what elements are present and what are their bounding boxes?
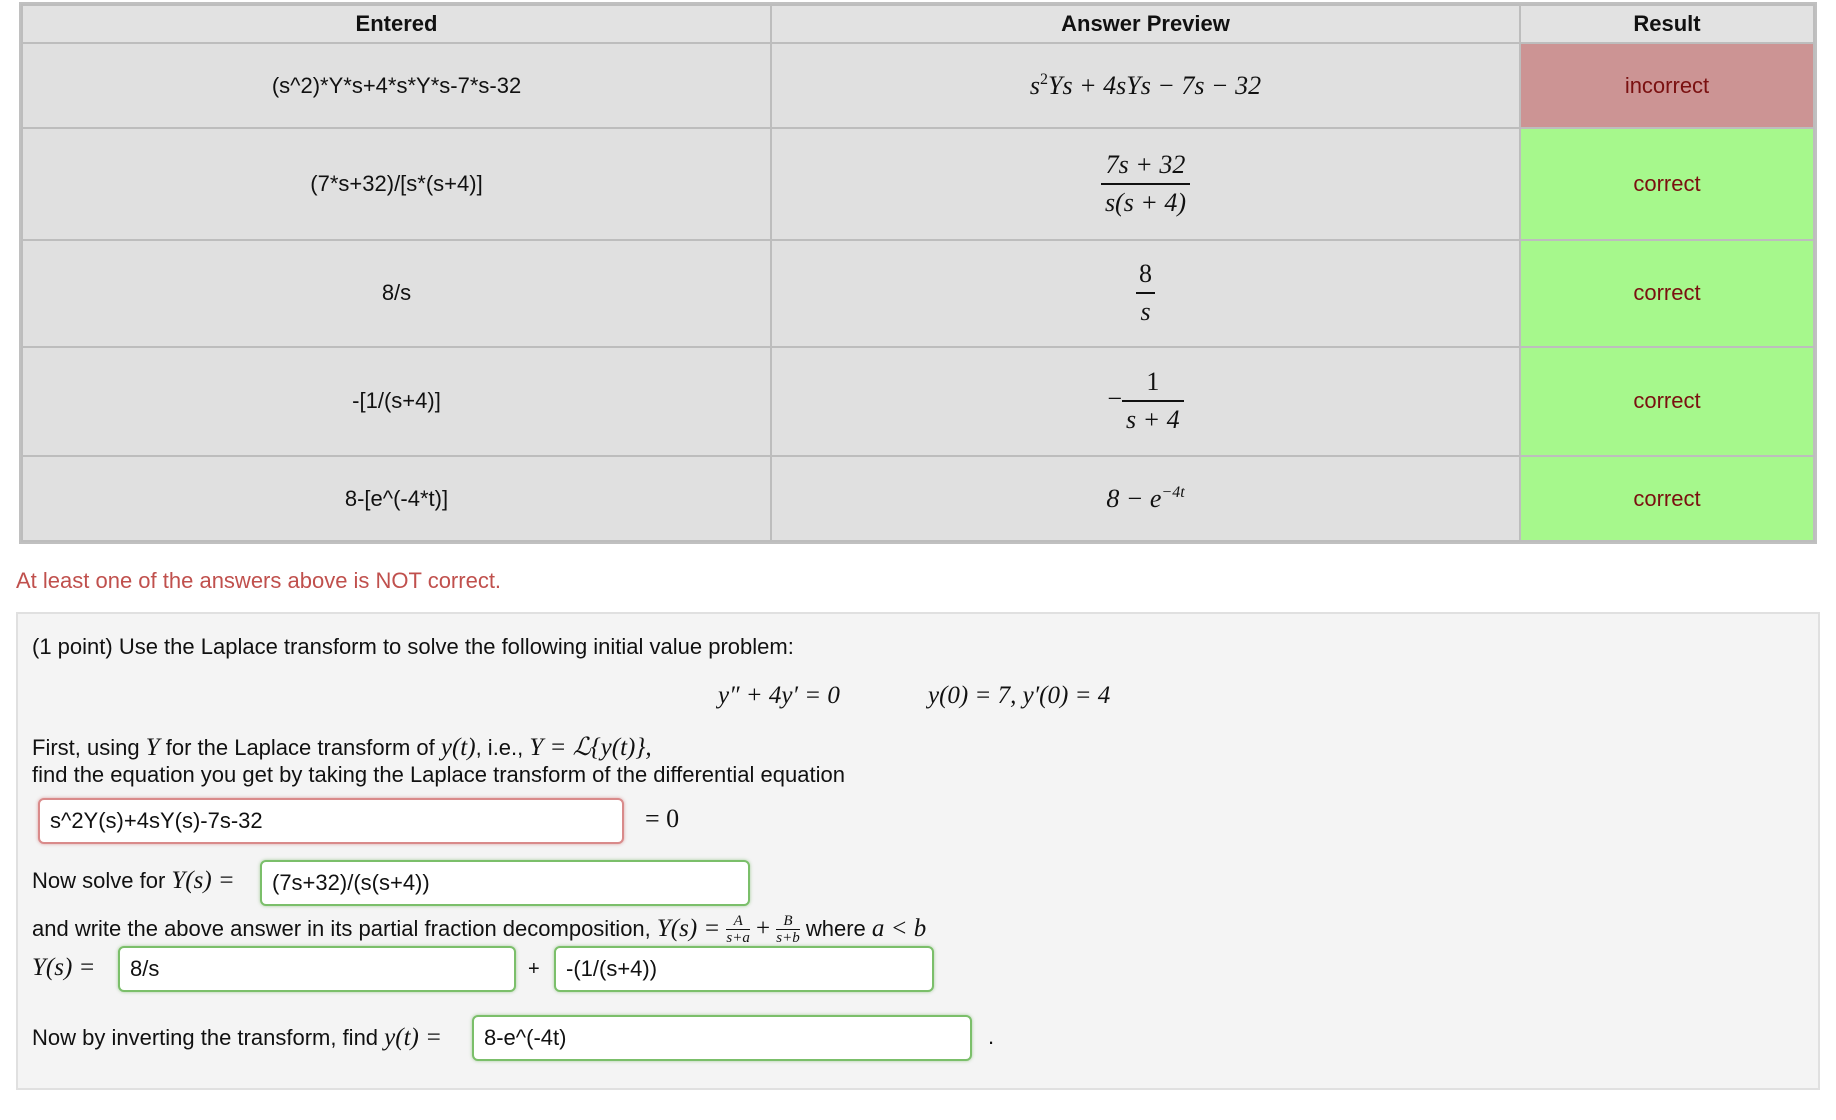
problem-intro: (1 point) Use the Laplace transform to solve the following initial value problem: [32,634,794,659]
first-instruction: First, using Y for the Laplace transform of y(t), i.e., Y = ℒ{y(t)}, [32,734,652,761]
preview-cell: $\frac{7s + 32}{s(s + 4)}$ [772,129,1519,238]
result-cell: correct [1521,457,1813,540]
partial-fraction-a-input[interactable] [118,946,516,992]
entered-cell: 8-[e^(-4*t)] [23,457,770,540]
result-cell: correct [1521,348,1813,455]
result-cell: incorrect [1521,44,1813,127]
result-cell: correct [1521,129,1813,238]
partial-fraction-instruction: and write the above answer in its partial fraction decomposition, Y(s) = $\frac{A}{s+a}$ + $\frac{B}{s+b}$ where a < b [32,913,927,946]
result-cell: correct [1521,241,1813,346]
invert-label: Now by inverting the transform, find y(t) = [32,1024,442,1051]
header-answer-preview: Answer Preview [772,6,1519,42]
table-row [23,129,1813,238]
table-row [23,241,1813,346]
solve-label: Now solve for Y(s) = [32,867,235,894]
entered-cell: (7*s+32)/[s*(s+4)] [23,129,770,238]
header-entered: Entered [23,6,770,42]
inverse-transform-input[interactable] [472,1015,972,1061]
entered-cell: (s^2)*Y*s+4*s*Y*s-7*s-32 [23,44,770,127]
period: . [988,1024,995,1049]
partial-fraction-b-input[interactable] [554,946,934,992]
table-row [23,348,1813,455]
table-row [23,44,1813,127]
plus-sign: + [528,958,540,980]
table-row [23,457,1813,540]
preview-cell: − $\frac{1}{s + 4}$ [772,348,1519,455]
problem-box [16,612,1820,1090]
preview-cell: $8 - e^{-4t}$ [772,457,1519,540]
ys-label: Y(s) = [32,954,96,981]
entered-cell: -[1/(s+4)] [23,348,770,455]
preview-cell: $\frac{8}{s}$ [772,241,1519,346]
ode-equation: y″ + 4y′ = 0 [718,682,840,709]
preview-cell: $s^2Ys + 4sYs - 7s - 32$ [772,44,1519,127]
entered-cell: 8/s [23,241,770,346]
ys-solution-input[interactable] [260,860,750,906]
laplace-equation-input[interactable] [38,798,624,844]
initial-conditions: y(0) = 7, y′(0) = 4 [928,682,1111,709]
header-result: Result [1521,6,1813,42]
results-table [19,2,1817,544]
second-instruction: find the equation you get by taking the Laplace transform of the differential equation [32,762,845,787]
incorrect-warning: At least one of the answers above is NOT correct. [16,568,502,593]
equals-zero: = 0 [645,804,680,833]
